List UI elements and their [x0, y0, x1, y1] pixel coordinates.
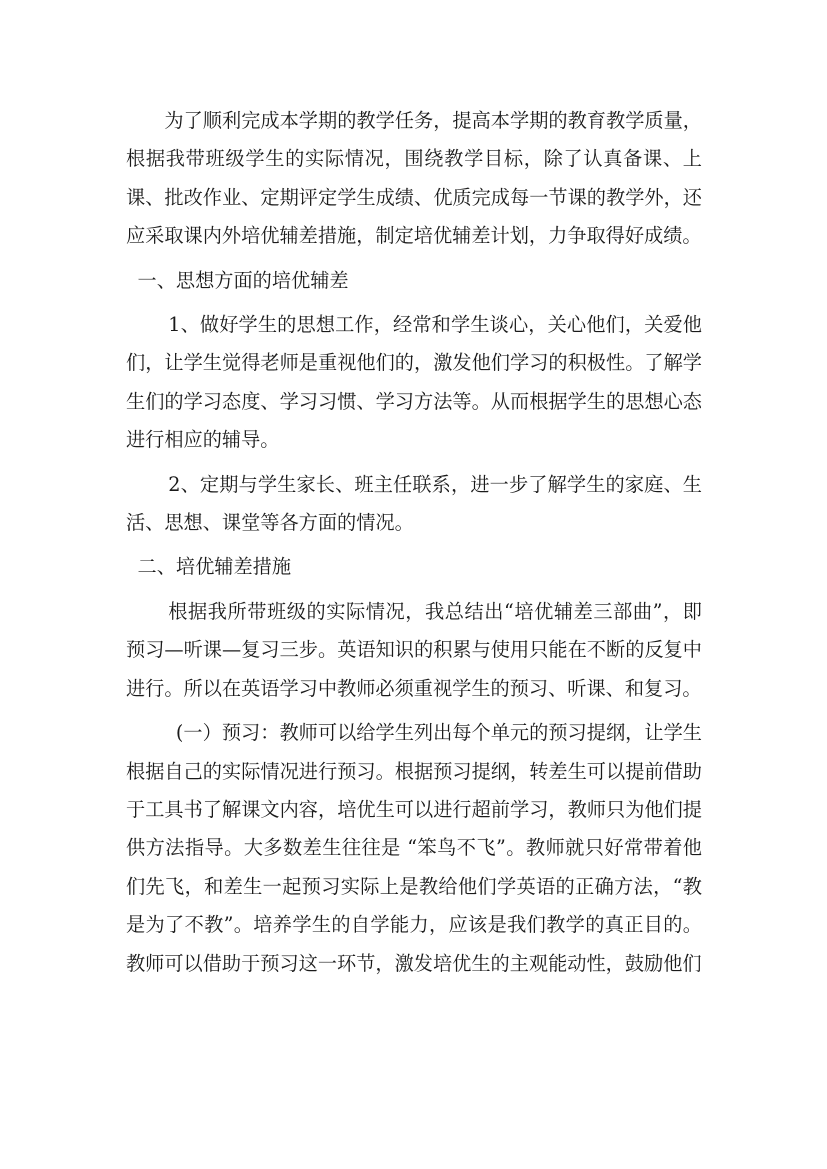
section-heading-measures: 二、培优辅差措施 — [137, 555, 292, 579]
measures-paragraph: 根据我所带班级的实际情况，我总结出“培优辅差三部曲”，即预习—听课—复习三步。英语知识的积累与使用只能在不断的反复中进行。所以在英语学习中教师必须重视学生的预习、听课、和复习。 — [126, 599, 702, 700]
item-paragraph-1: 1、做好学生的思想工作，经常和学生谈心，关心他们，关爱他们，让学生觉得老师是重视他们的，激发他们学习的积极性。了解学生们的学习态度、学习习惯、学习方法等。从而根据学生的思想心态进行相应的辅导。 — [126, 313, 702, 452]
item-paragraph-2: 2、定期与学生家长、班主任联系，进一步了解学生的家庭、生活、思想、课堂等各方面的情况。 — [126, 472, 702, 535]
intro-paragraph: 为了顺利完成本学期的教学任务，提高本学期的教育教学质量，根据我带班级学生的实际情况，围绕教学目标，除了认真备课、上课、批改作业、定期评定学生成绩、优质完成每一节课的教学外，还应采取课内外培优辅差措施，制定培优辅差计划，力争取得好成绩。 — [126, 109, 702, 248]
document-body — [126, 102, 702, 989]
section-heading-thought: 一、思想方面的培优辅差 — [137, 268, 349, 292]
preview-paragraph: (一）预习：教师可以给学生列出每个单元的预习提纲，让学生根据自己的实际情况进行预习。根据预习提纲，转差生可以提前借助于工具书了解课文内容，培优生可以进行超前学习，教师只为他们提供方法指导。大多数差生往往是 “笨鸟不飞”。教师就只好常带着他们先飞，和差生一起预习实际上是教给他们学英语的正确方法，“教是为了不教”。培养学生的自学能力，应该是我们教学的真正目的。教师可以借助于预习这一环节，激发培优生的主观能动性，鼓励他们 — [126, 721, 702, 975]
